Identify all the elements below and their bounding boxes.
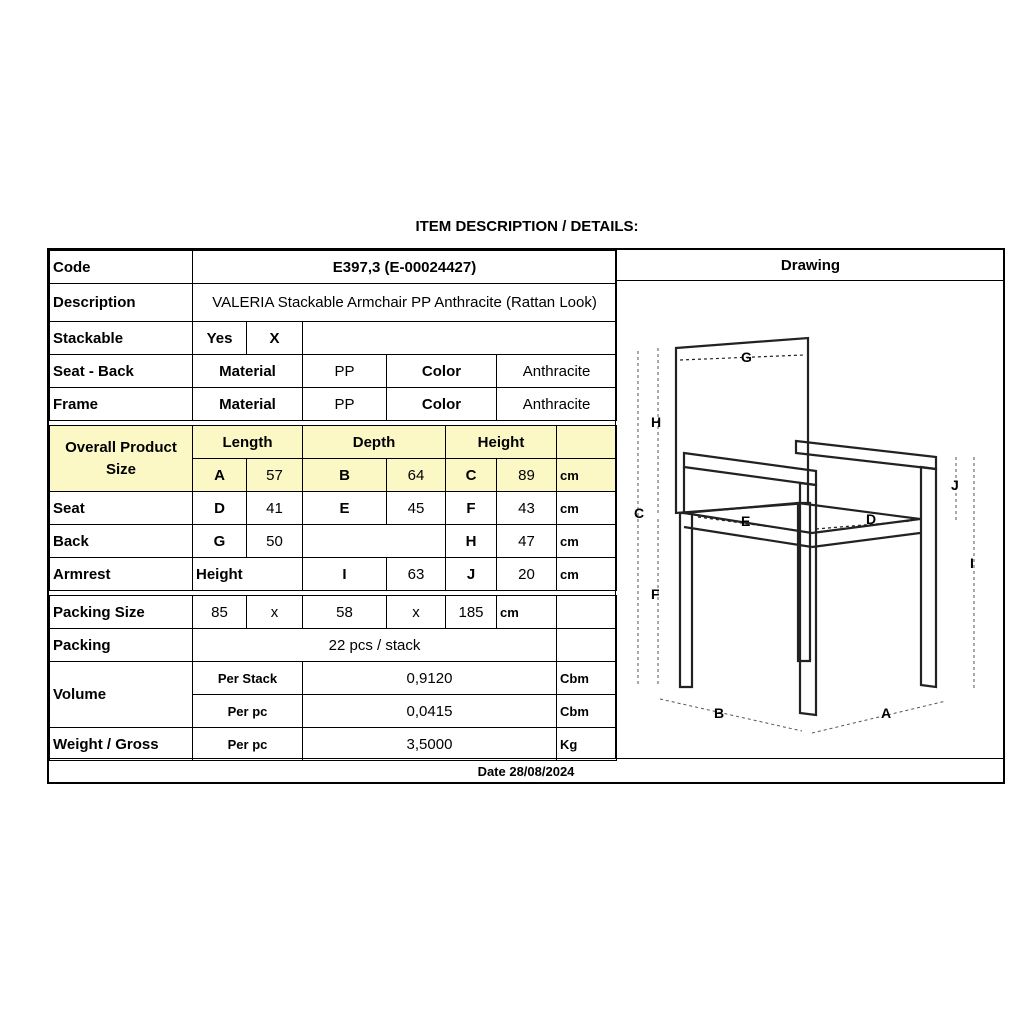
dim-a-line xyxy=(812,701,946,733)
seat-d-value: 41 xyxy=(247,492,303,525)
row-armrest xyxy=(50,558,617,591)
seat-back-label: Seat - Back xyxy=(50,355,193,388)
seat-e-value: 45 xyxy=(387,492,446,525)
overall-c-letter: C xyxy=(446,459,497,492)
seat-f-letter: F xyxy=(446,492,497,525)
packing-size-v2: 58 xyxy=(303,596,387,629)
seat-e-letter: E xyxy=(303,492,387,525)
stackable-empty xyxy=(303,322,617,355)
row-description xyxy=(50,284,617,322)
dim-f-text: F xyxy=(651,586,660,602)
frame-material: PP xyxy=(303,388,387,421)
volume-label: Volume xyxy=(50,662,193,728)
dim-d-text: D xyxy=(866,511,877,527)
dim-b-line xyxy=(660,699,802,731)
seat-side-rail xyxy=(812,533,920,547)
description-label: Description xyxy=(50,284,193,322)
packing-empty xyxy=(557,629,617,662)
volume-pc-label: Per pc xyxy=(193,695,303,728)
armrest-j-letter: J xyxy=(446,558,497,591)
code-label: Code xyxy=(50,251,193,284)
packing-label: Packing xyxy=(50,629,193,662)
overall-label: Overall Product Size xyxy=(50,426,193,492)
packing-size-v3: 185 xyxy=(446,596,497,629)
volume-pc-value: 0,0415 xyxy=(303,695,557,728)
height-label: Height xyxy=(446,426,557,459)
seat-f-value: 43 xyxy=(497,492,557,525)
drawing-label: Drawing xyxy=(615,250,1005,281)
stackable-label: Stackable xyxy=(50,322,193,355)
packing-size-x1: x xyxy=(247,596,303,629)
footer-date: Date 28/08/2024 xyxy=(49,758,1003,785)
dim-a-text: A xyxy=(881,705,892,721)
front-left-leg xyxy=(800,483,816,715)
right-arm-post xyxy=(921,467,936,687)
stackable-value: Yes xyxy=(193,322,247,355)
seat-unit: cm xyxy=(557,492,617,525)
row-volume-stack xyxy=(50,662,617,695)
armrest-i-letter: I xyxy=(303,558,387,591)
row-seat-back xyxy=(50,355,617,388)
back-h-value: 47 xyxy=(497,525,557,558)
back-h-letter: H xyxy=(446,525,497,558)
dim-c-text: C xyxy=(634,505,645,521)
row-stackable xyxy=(50,322,617,355)
back-label: Back xyxy=(50,525,193,558)
row-back xyxy=(50,525,617,558)
weight-value: 3,5000 xyxy=(303,728,557,761)
dim-g-text: G xyxy=(741,349,752,365)
row-code xyxy=(50,251,617,284)
spec-sheet xyxy=(47,248,1005,784)
row-frame xyxy=(50,388,617,421)
back-g-value: 50 xyxy=(247,525,303,558)
volume-stack-label: Per Stack xyxy=(193,662,303,695)
seat-back-material: PP xyxy=(303,355,387,388)
back-g-letter: G xyxy=(193,525,247,558)
row-weight xyxy=(50,728,617,761)
dim-j-text: J xyxy=(951,477,959,493)
volume-stack-unit: Cbm xyxy=(557,662,617,695)
drawing-area xyxy=(615,281,1005,758)
overall-a-letter: A xyxy=(193,459,247,492)
overall-c-value: 89 xyxy=(497,459,557,492)
overall-a-value: 57 xyxy=(247,459,303,492)
weight-label: Weight / Gross xyxy=(50,728,193,761)
dim-i-text: I xyxy=(970,555,974,571)
seat-back-color: Anthracite xyxy=(497,355,617,388)
depth-label: Depth xyxy=(303,426,446,459)
code-value: E397,3 (E-00024427) xyxy=(193,251,617,284)
frame-color-label: Color xyxy=(387,388,497,421)
seat-back-color-label: Color xyxy=(387,355,497,388)
armrest-height-label: Height xyxy=(193,558,303,591)
frame-color: Anthracite xyxy=(497,388,617,421)
row-seat xyxy=(50,492,617,525)
overall-b-letter: B xyxy=(303,459,387,492)
armrest-i-value: 63 xyxy=(387,558,446,591)
overall-unit: cm xyxy=(557,459,617,492)
packing-size-label: Packing Size xyxy=(50,596,193,629)
dim-b-text: B xyxy=(714,705,725,721)
seat-d-letter: D xyxy=(193,492,247,525)
volume-stack-value: 0,9120 xyxy=(303,662,557,695)
overall-b-value: 64 xyxy=(387,459,446,492)
seat-label: Seat xyxy=(50,492,193,525)
dim-h-text: H xyxy=(651,414,662,430)
seat-back-material-label: Material xyxy=(193,355,303,388)
row-packing-size xyxy=(50,596,617,629)
weight-pc-label: Per pc xyxy=(193,728,303,761)
packing-value: 22 pcs / stack xyxy=(193,629,557,662)
armrest-j-value: 20 xyxy=(497,558,557,591)
back-empty xyxy=(303,525,446,558)
row-packing xyxy=(50,629,617,662)
dim-e-text: E xyxy=(741,513,751,529)
stackable-mark: X xyxy=(247,322,303,355)
seat-shape xyxy=(684,503,920,533)
chair-drawing xyxy=(616,281,1004,757)
overall-head-empty xyxy=(557,426,617,459)
weight-unit: Kg xyxy=(557,728,617,761)
frame-material-label: Material xyxy=(193,388,303,421)
packing-size-v1: 85 xyxy=(193,596,247,629)
armrest-unit: cm xyxy=(557,558,617,591)
packing-size-unit: cm xyxy=(497,596,557,629)
description-value: VALERIA Stackable Armchair PP Anthracite (Rattan Look) xyxy=(193,284,617,322)
back-unit: cm xyxy=(557,525,617,558)
left-armrest-shape xyxy=(684,453,816,485)
length-label: Length xyxy=(193,426,303,459)
frame-label: Frame xyxy=(50,388,193,421)
row-overall-head xyxy=(50,426,617,459)
spec-table xyxy=(49,250,617,761)
volume-pc-unit: Cbm xyxy=(557,695,617,728)
packing-size-x2: x xyxy=(387,596,446,629)
back-left-leg xyxy=(680,513,692,687)
right-armrest-shape xyxy=(796,441,936,469)
page-title: ITEM DESCRIPTION / DETAILS: xyxy=(415,218,639,235)
packing-size-empty xyxy=(557,596,617,629)
armrest-label: Armrest xyxy=(50,558,193,591)
